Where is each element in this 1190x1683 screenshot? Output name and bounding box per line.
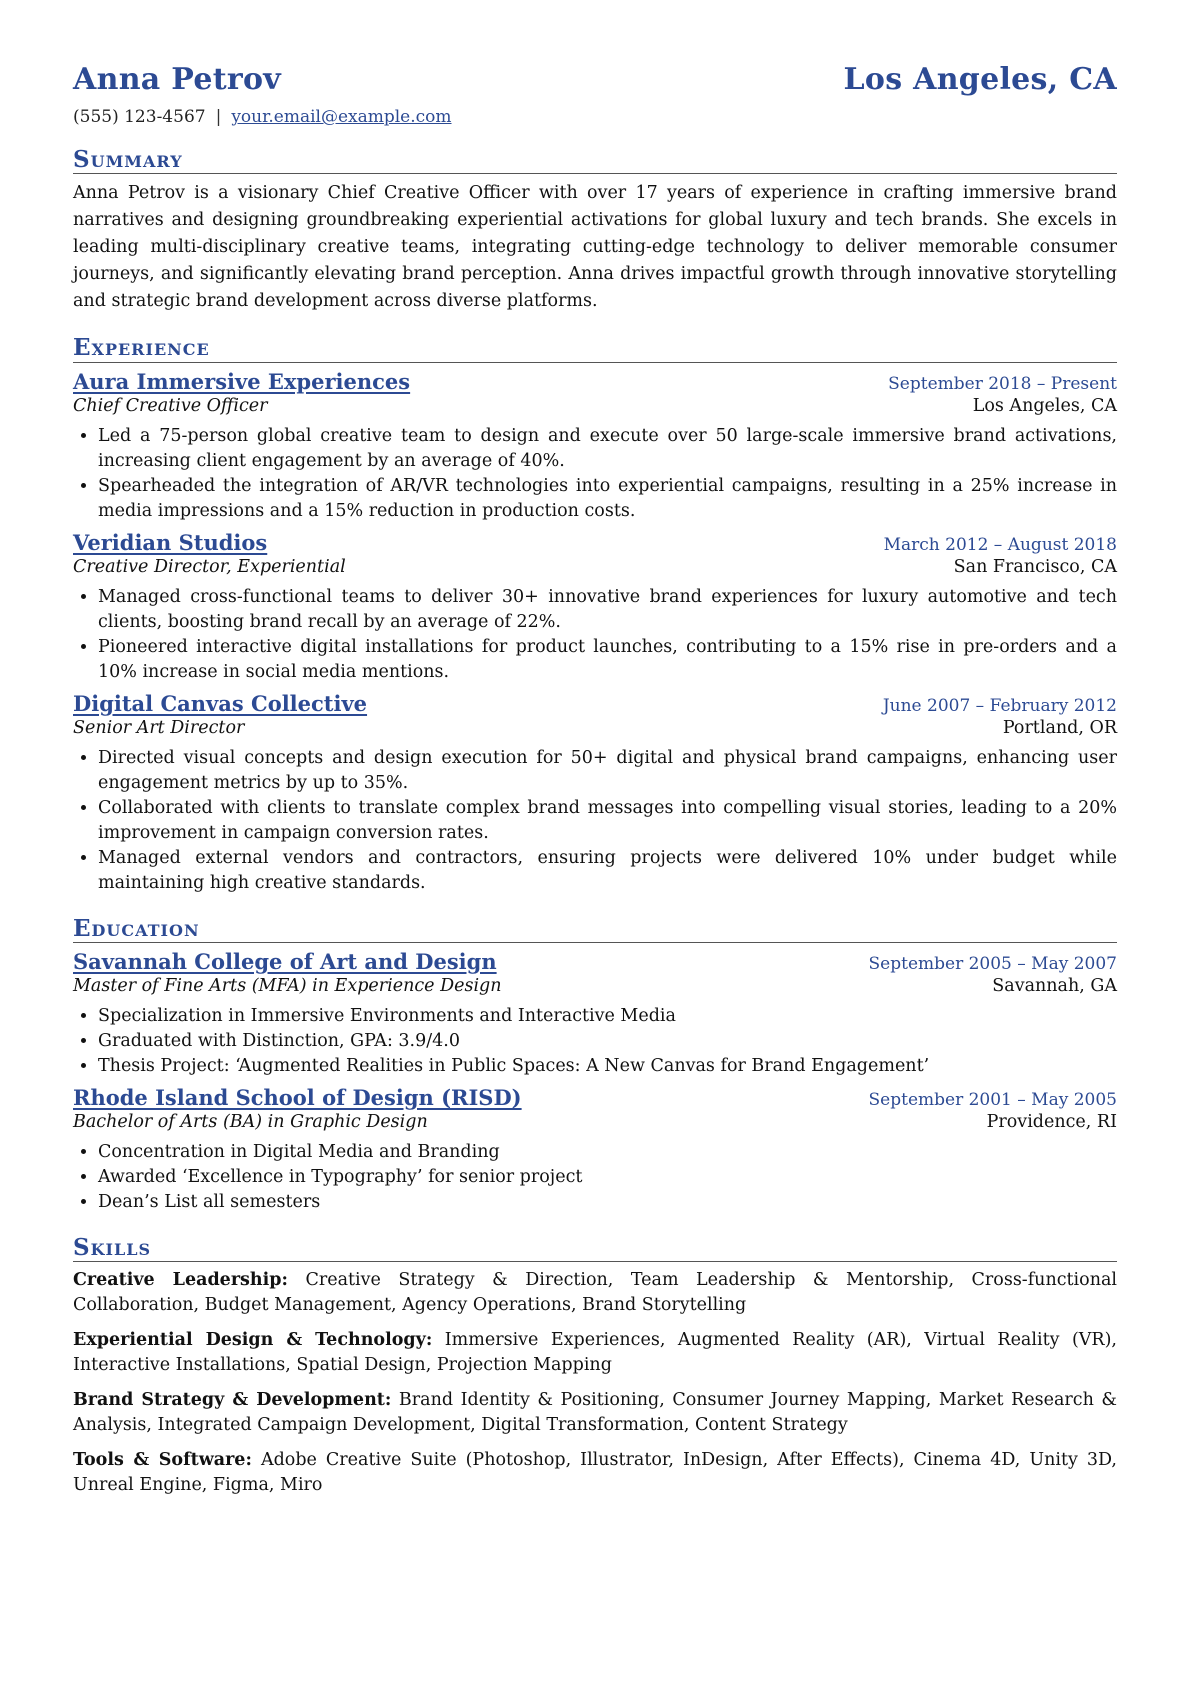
education-detail-item: • Thesis Project: ‘Augmented Realities in Public Spaces: A New Canvas for Brand Engagement’ [98, 1054, 1117, 1079]
school-name[interactable]: Rhode Island School of Design (RISD) [73, 1084, 522, 1110]
experience-entry [73, 369, 1117, 524]
achievement-item: • Collaborated with clients to translate complex brand messages into compelling visual stories, leading to a 20% improvement in campaign conversion rates. [98, 796, 1117, 846]
experience-entry [73, 530, 1117, 685]
job-location: San Francisco, CA [953, 556, 1117, 577]
achievement-item: • Managed cross-functional teams to deliver 30+ innovative brand experiences for luxury automotive and tech clients, boosting brand recall by an average of 22%. [98, 585, 1117, 635]
skill-row [73, 1268, 1117, 1318]
achievement-list [73, 424, 1117, 524]
achievement-item: • Spearheaded the integration of AR/VR technologies into experiential campaigns, resulting in a 25% increase in media impressions and a 15% reduction in production costs. [98, 474, 1117, 524]
skills-heading: Skills [73, 1235, 1117, 1262]
job-location: Los Angeles, CA [972, 395, 1117, 416]
experience-entry [73, 691, 1117, 896]
education-entry [73, 1085, 1117, 1215]
school-location: Providence, RI [986, 1111, 1117, 1132]
skill-category: Experiential Design & Technology: [73, 1330, 433, 1351]
company-name[interactable]: Veridian Studios [73, 529, 268, 555]
skill-values: Creative Strategy & Direction, Team Leadership & Mentorship, Cross-functional Collaboration, Budget Management, Agency Operations, Brand Storytelling [73, 1270, 1117, 1316]
study-dates: September 2001 – May 2005 [868, 1089, 1117, 1110]
email-link[interactable]: your.email@example.com [231, 107, 452, 127]
job-title: Chief Creative Officer [73, 395, 268, 416]
skill-values: Immersive Experiences, Augmented Reality (AR), Virtual Reality (VR), Interactive Installations, Spatial Design, Projection Mapping [73, 1330, 1117, 1376]
skill-category: Creative Leadership: [73, 1270, 288, 1291]
employment-dates: September 2018 – Present [888, 373, 1117, 394]
candidate-name: Anna Petrov [73, 62, 282, 97]
resume-header [73, 62, 1117, 97]
job-title: Senior Art Director [73, 717, 245, 738]
education-detail-item: • Dean’s List all semesters [98, 1190, 1117, 1215]
summary-heading: Summary [73, 147, 1117, 174]
education-detail-list [73, 1004, 1117, 1079]
achievement-item: • Directed visual concepts and design execution for 50+ digital and physical brand campaigns, enhancing user engagement metrics by up to 35%. [98, 746, 1117, 796]
employment-dates: March 2012 – August 2018 [883, 534, 1117, 555]
degree: Master of Fine Arts (MFA) in Experience Design [73, 975, 502, 996]
employment-dates: June 2007 – February 2012 [882, 695, 1117, 716]
company-name[interactable]: Aura Immersive Experiences [73, 368, 411, 394]
achievement-item: • Pioneered interactive digital installations for product launches, contributing to a 15% rise in pre-orders and a 10% increase in social media mentions. [98, 635, 1117, 685]
skill-category: Brand Strategy & Development: [73, 1390, 392, 1411]
company-name[interactable]: Digital Canvas Collective [73, 690, 368, 716]
achievement-list [73, 746, 1117, 896]
education-entry [73, 949, 1117, 1079]
phone-number: (555) 123-4567 [73, 107, 206, 127]
summary-text: Anna Petrov is a visionary Chief Creative Officer with over 17 years of experience in crafting immersive brand narratives and designing groundbreaking experiential activations for global luxury and tech brands. She excels in leading multi-disciplinary creative teams, integrating cutting-edge technology to deliver memorable consumer journeys, and significantly elevating brand perception. Anna drives impactful growth through innovative storytelling and strategic brand development across diverse platforms. [73, 183, 1117, 312]
education-detail-item: • Graduated with Distinction, GPA: 3.9/4.0 [98, 1029, 1117, 1054]
skill-values: Adobe Creative Suite (Photoshop, Illustrator, InDesign, After Effects), Cinema 4D, Unity 3D, Unreal Engine, Figma, Miro [73, 1450, 1117, 1496]
skill-row [73, 1448, 1117, 1498]
achievement-list [73, 585, 1117, 685]
skill-values: Brand Identity & Positioning, Consumer Journey Mapping, Market Research & Analysis, Integrated Campaign Development, Digital Transformation, Content Strategy [73, 1390, 1117, 1436]
education-detail-item: • Awarded ‘Excellence in Typography’ for senior project [98, 1165, 1117, 1190]
experience-heading: Experience [73, 335, 1117, 362]
skill-row [73, 1328, 1117, 1378]
degree: Bachelor of Arts (BA) in Graphic Design [73, 1111, 428, 1132]
job-title: Creative Director, Experiential [73, 556, 346, 577]
school-location: Savannah, GA [992, 975, 1117, 996]
achievement-item: • Managed external vendors and contractors, ensuring projects were delivered 10% under budget while maintaining high creative standards. [98, 846, 1117, 896]
skill-row [73, 1388, 1117, 1438]
skill-category: Tools & Software: [73, 1450, 252, 1471]
education-heading: Education [73, 916, 1117, 943]
candidate-location: Los Angeles, CA [843, 62, 1117, 97]
achievement-item: • Led a 75-person global creative team to design and execute over 50 large-scale immersive brand activations, increasing client engagement by an average of 40%. [98, 424, 1117, 474]
education-detail-list [73, 1140, 1117, 1215]
contact-line [73, 107, 1117, 127]
education-detail-item: • Specialization in Immersive Environments and Interactive Media [98, 1004, 1117, 1029]
school-name[interactable]: Savannah College of Art and Design [73, 948, 497, 974]
skills-list [73, 1268, 1117, 1498]
job-location: Portland, OR [1002, 717, 1117, 738]
contact-separator: | [215, 107, 222, 127]
education-detail-item: • Concentration in Digital Media and Branding [98, 1140, 1117, 1165]
study-dates: September 2005 – May 2007 [868, 953, 1117, 974]
